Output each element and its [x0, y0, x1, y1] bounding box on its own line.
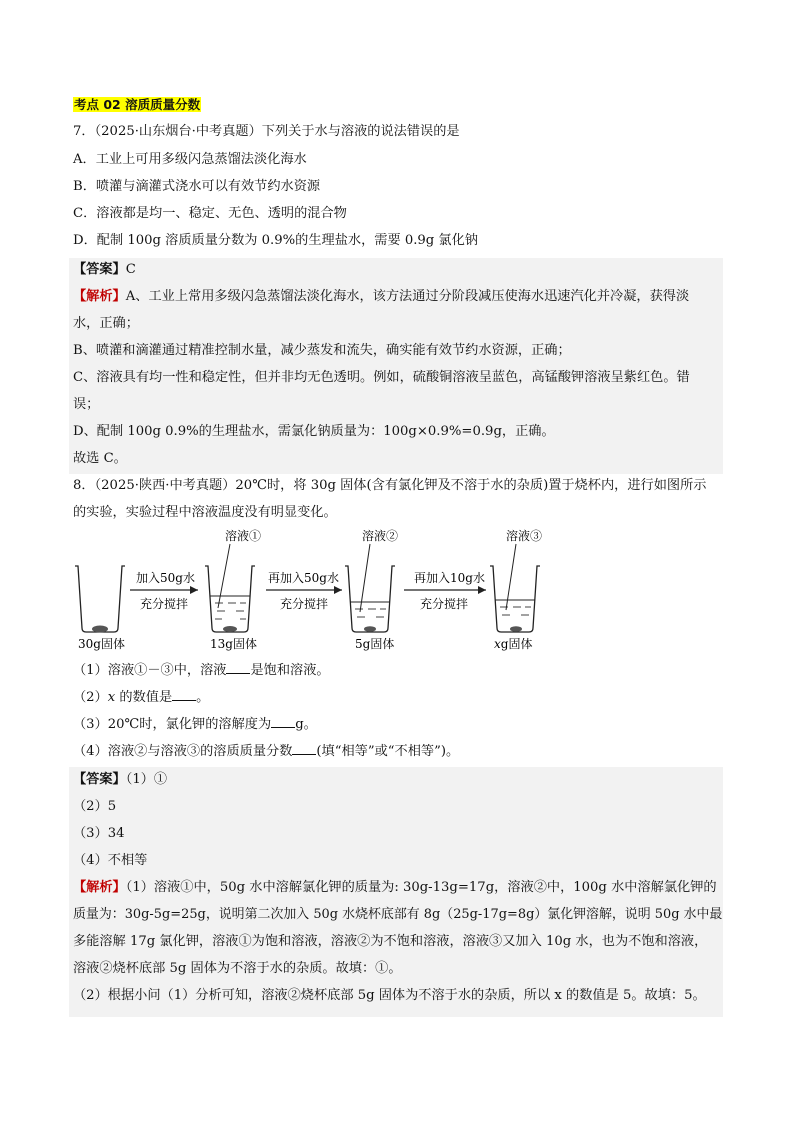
blank-4 [292, 742, 316, 755]
q7-answer [73, 260, 136, 280]
q8-answer-1 [73, 770, 167, 790]
arrow-3-head [478, 586, 486, 594]
pointer-1 [218, 544, 230, 608]
beaker-2 [205, 544, 255, 632]
q8-analysis-line-4: 溶液②烧杯底部 5g 固体为不溶于水的杂质。故填：①。 [73, 961, 402, 976]
experiment-figure [70, 528, 560, 658]
solid-label-3: 5g固体 [355, 637, 395, 651]
q8-subq-1 [73, 661, 330, 681]
solid-pile-2 [223, 626, 237, 632]
q8-analysis-line-1 [73, 878, 717, 898]
q8-answer-3: （3）34 [73, 826, 125, 841]
q8-stem-line-1: 8．（2025·陕西·中考真题）20℃时，将 30g 固体(含有氯化钾及不溶于水的杂质)置于烧杯内，进行如图所示 [73, 478, 707, 493]
beaker-3 [345, 544, 395, 632]
solid-pile-4 [510, 626, 522, 632]
q8-answer-label: 【答案】 [73, 772, 126, 787]
arrow-3-top: 再加入10g水 [414, 571, 485, 585]
q7-analysis-line-3: B、喷灌和滴灌通过精准控制水量，减少蒸发和流失，确实能有效节约水资源，正确； [73, 343, 571, 358]
q8-subq-4-text-a: （4）溶液②与溶液③的溶质质量分数 [73, 744, 293, 759]
beaker-1 [75, 566, 125, 633]
solution-label-1: 溶液① [225, 529, 262, 543]
arrow-2-bottom: 充分搅拌 [280, 597, 329, 611]
q8-analysis-text: （1）溶液①中，50g 水中溶解氯化钾的质量为: 30g-13g=17g，溶液②中，100g 水中溶解氯化钾的 [125, 880, 717, 895]
q7-analysis-line-7: 故选 C。 [73, 451, 127, 466]
q8-subq-2-text-a: （2） [73, 690, 108, 705]
q7-answer-value: C [125, 262, 136, 277]
q7-answer-label: 【答案】 [73, 262, 126, 277]
arrow-2-top: 再加入50g水 [268, 571, 339, 585]
q8-subq-4-text-b: (填“相等”或“不相等”)。 [316, 744, 460, 759]
q7-analysis-line-5: 误； [73, 397, 100, 412]
solution-label-3: 溶液③ [506, 529, 543, 543]
arrow-3-bottom: 充分搅拌 [420, 597, 469, 611]
solid-label-2: 13g固体 [210, 637, 257, 651]
q8-subq-3 [73, 715, 317, 735]
q8-analysis-line-3: 多能溶解 17g 氯化钾，溶液①为饱和溶液，溶液②为不饱和溶液，溶液③又加入 10g 水，也为不饱和溶液， [73, 934, 708, 949]
solution-label-2: 溶液② [362, 529, 399, 543]
q7-analysis-line-6: D、配制 100g 0.9%的生理盐水，需氯化钠质量为：100g×0.9%=0.9g，正确。 [73, 424, 555, 439]
q7-option-b: B．喷灌与滴灌式浇水可以有效节约水资源 [73, 179, 321, 194]
solid-label-4-unit: g固体 [500, 637, 533, 651]
q8-answer-4: （4）不相等 [73, 853, 148, 868]
q8-subq-2 [73, 688, 209, 708]
blank-2 [172, 688, 196, 701]
q8-analysis-line-2: 质量为：30g-5g=25g，说明第二次加入 50g 水烧杯底部有 8g（25g-17g=8g）氯化钾溶解，说明 50g 水中最 [73, 907, 723, 922]
q7-analysis-line-4: C、溶液具有均一性和稳定性，但并非均无色透明。例如，硫酸铜溶液呈蓝色，高锰酸钾溶液呈紫红色。错 [73, 370, 690, 385]
section-heading [73, 95, 201, 116]
blank-1 [226, 661, 250, 674]
q7-analysis-line-1 [73, 287, 689, 307]
q7-stem: 7．（2025·山东烟台·中考真题）下列关于水与溶液的说法错误的是 [73, 124, 460, 139]
q8-analysis-line-5: （2）根据小问（1）分析可知，溶液②烧杯底部 5g 固体为不溶于水的杂质，所以 x 的数值是 5。故填：5。 [73, 988, 706, 1003]
q7-option-c: C．溶液都是均一、稳定、无色、透明的混合物 [73, 206, 347, 221]
q7-analysis-label: 【解析】 [73, 289, 126, 304]
q8-answer-2: （2）5 [73, 799, 117, 814]
solid-pile-3 [364, 626, 376, 632]
solid-label-1: 30g固体 [78, 637, 125, 651]
q8-subq-2-text-b: 的数值是 [115, 690, 173, 705]
solid-pile-1 [92, 626, 108, 633]
q8-subq-2-var: x [107, 690, 116, 705]
q8-subq-4 [73, 742, 459, 762]
arrow-2-head [334, 586, 342, 594]
q7-option-d: D．配制 100g 溶质质量分数为 0.9%的生理盐水，需要 0.9g 氯化钠 [73, 233, 478, 248]
q8-subq-3-text-b: g。 [295, 717, 317, 732]
q8-stem-line-2: 的实验，实验过程中溶液温度没有明显变化。 [73, 505, 337, 520]
beaker-4 [490, 544, 540, 632]
q7-analysis-text: A、工业上常用多级闪急蒸馏法淡化海水，该方法通过分阶段减压使海水迅速汽化并冷凝，获得淡 [125, 289, 690, 304]
q8-subq-2-text-c: 。 [196, 690, 210, 705]
solid-label-4-var: x [494, 637, 501, 651]
arrow-1-bottom: 充分搅拌 [140, 597, 189, 611]
blank-3 [271, 715, 295, 728]
solid-label-4 [494, 636, 532, 651]
arrow-1-top: 加入50g水 [136, 571, 195, 585]
section-tag: 考点 02 溶质质量分数 [74, 97, 201, 112]
q8-answer-1-text: （1）① [125, 772, 168, 787]
q8-subq-1-text-a: （1）溶液①－③中，溶液 [73, 663, 227, 678]
q7-analysis-line-2: 水，正确； [73, 316, 139, 331]
q8-subq-3-text-a: （3）20℃时，氯化钾的溶解度为 [73, 717, 272, 732]
q8-subq-1-text-b: 是饱和溶液。 [250, 663, 330, 678]
arrow-1-head [190, 586, 198, 594]
q7-option-a: A．工业上可用多级闪急蒸馏法淡化海水 [73, 152, 307, 167]
q8-analysis-label: 【解析】 [73, 880, 126, 895]
